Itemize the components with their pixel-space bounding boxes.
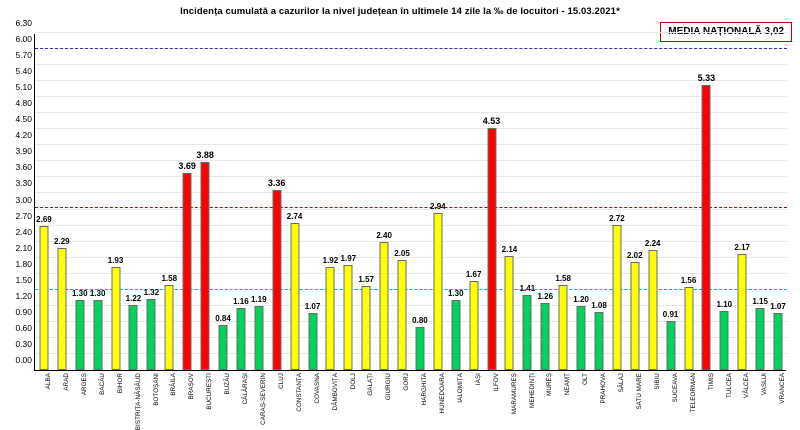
x-axis-label: BIHOR bbox=[116, 373, 124, 394]
x-axis-label: IAȘI bbox=[474, 373, 482, 386]
bar-value-label: 1.57 bbox=[358, 275, 375, 285]
x-axis-label: TELEORMAN bbox=[689, 373, 697, 413]
x-axis-label: CĂLĂRAȘI bbox=[242, 373, 250, 405]
y-axis-tick: 4.80 bbox=[15, 98, 32, 109]
y-axis-tick: 2.70 bbox=[15, 210, 32, 221]
bar-value-label: 5.33 bbox=[697, 72, 716, 83]
y-axis-tick: 3.00 bbox=[15, 194, 32, 205]
x-axis-label: BOTOȘANI bbox=[152, 373, 160, 406]
bar-value-label: 2.14 bbox=[501, 244, 518, 254]
bar-value-label: 1.07 bbox=[770, 301, 786, 311]
bar-value-label: 3.88 bbox=[196, 150, 214, 161]
bar-value-label: 2.40 bbox=[376, 230, 392, 240]
x-axis-label: BISTRIȚA-NĂSĂUD bbox=[134, 373, 142, 430]
bar-value-label: 1.10 bbox=[716, 300, 733, 310]
y-axis-tick: 1.50 bbox=[15, 274, 32, 285]
x-axis-label: TULCEA bbox=[725, 373, 733, 399]
y-axis-tick: 3.90 bbox=[15, 146, 32, 157]
bar-value-label: 3.69 bbox=[178, 160, 196, 171]
bar-value-label: 1.30 bbox=[89, 289, 106, 299]
x-axis-label: CONSTANȚA bbox=[295, 373, 303, 412]
bar-value-label: 1.16 bbox=[233, 296, 249, 306]
x-axis-label: HUNEDOARA bbox=[439, 373, 447, 414]
x-axis-label: VRANCEA bbox=[779, 373, 787, 404]
bar-value-label: 1.58 bbox=[161, 274, 178, 284]
x-axis-label: BUCUREȘTI bbox=[206, 373, 214, 410]
x-axis-label: CLUJ bbox=[277, 373, 285, 389]
x-axis-label: DÂMBOVIȚA bbox=[331, 373, 339, 411]
bar-value-label: 1.19 bbox=[250, 295, 267, 305]
bar-value-label: 2.17 bbox=[734, 242, 751, 252]
x-axis-label: ALBA bbox=[45, 373, 53, 390]
bar-value-label: 2.02 bbox=[626, 250, 643, 260]
x-axis-label: SATU MARE bbox=[636, 373, 643, 410]
x-axis-label: CARAȘ-SEVERIN bbox=[260, 373, 267, 425]
x-axis-label: DOLJ bbox=[349, 373, 357, 390]
y-axis-tick: 2.40 bbox=[15, 226, 32, 237]
bar-value-label: 1.93 bbox=[107, 255, 124, 265]
x-axis-label: BRĂILA bbox=[170, 373, 178, 396]
bar-value-label: 1.22 bbox=[125, 293, 142, 303]
bar-value-label: 2.72 bbox=[609, 213, 625, 223]
x-axis-label: MUREȘ bbox=[546, 373, 554, 396]
y-axis-tick: 2.10 bbox=[15, 242, 32, 253]
x-axis-label: NEAMȚ bbox=[564, 373, 572, 396]
bar-value-label: 2.69 bbox=[36, 215, 52, 225]
national-average-badge: MEDIA NAȚIONALĂ 3,02 bbox=[660, 22, 792, 42]
bar-value-label: 1.32 bbox=[143, 288, 160, 298]
x-axis-label: GALAȚI bbox=[367, 373, 375, 396]
bar-value-label: 1.58 bbox=[555, 274, 571, 284]
x-axis-label: PRAHOVA bbox=[600, 373, 608, 404]
y-axis-tick: 1.20 bbox=[15, 290, 32, 301]
y-axis-tick: 3.30 bbox=[15, 178, 32, 189]
bar-value-label: 2.74 bbox=[286, 212, 303, 222]
x-axis-labels bbox=[34, 0, 787, 430]
x-axis-label: TIMIȘ bbox=[707, 373, 715, 390]
y-axis-tick: 5.70 bbox=[15, 50, 32, 61]
x-axis-label: ILFOV bbox=[492, 373, 500, 392]
bar-value-label: 1.67 bbox=[465, 269, 482, 279]
y-axis-tick: 6.00 bbox=[15, 34, 32, 45]
x-axis-label: ARGEȘ bbox=[80, 373, 88, 396]
bar-value-label: 1.15 bbox=[752, 297, 768, 307]
x-axis-label: IALOMIȚA bbox=[456, 373, 464, 403]
x-axis-label: SIBIU bbox=[653, 373, 661, 390]
bar-value-label: 1.30 bbox=[447, 289, 464, 299]
x-axis-label: BRAȘOV bbox=[188, 373, 196, 400]
x-axis-label: ARAD bbox=[63, 373, 71, 391]
bar-value-label: 4.53 bbox=[482, 115, 501, 126]
y-axis-tick: 0.60 bbox=[15, 322, 32, 333]
y-axis-tick: 5.40 bbox=[15, 66, 32, 77]
x-axis-label: SĂLAJ bbox=[618, 373, 626, 393]
x-axis-label: MEHEDINȚI bbox=[528, 373, 536, 408]
y-axis-tick: 4.50 bbox=[15, 114, 32, 125]
y-axis-tick: 0.30 bbox=[15, 338, 32, 349]
y-axis-tick: 3.60 bbox=[15, 162, 32, 173]
x-axis-label: BUZĂU bbox=[224, 373, 232, 395]
x-axis-label: HARGHITA bbox=[421, 373, 429, 406]
bar-value-label: 1.30 bbox=[71, 289, 88, 299]
x-axis-label: OLT bbox=[582, 373, 590, 385]
x-axis-label: GIURGIU bbox=[385, 373, 393, 401]
y-axis-tick: 6.30 bbox=[15, 18, 32, 28]
bar-value-label: 1.41 bbox=[519, 283, 536, 293]
x-axis-label: BACĂU bbox=[98, 373, 106, 395]
chart-title: Incidența cumulată a cazurilor la nivel județean în ultimele 14 zile la ‰ de locuitori - 15.03.2021* bbox=[180, 6, 620, 17]
y-axis-tick: 0.90 bbox=[15, 306, 32, 317]
bar-value-label: 1.56 bbox=[680, 275, 697, 285]
bar-value-label: 3.36 bbox=[267, 178, 286, 189]
bar-value-label: 0.91 bbox=[662, 310, 679, 320]
y-axis-tick: 4.20 bbox=[15, 130, 32, 141]
bar-value-label: 1.26 bbox=[537, 291, 554, 301]
x-axis-label: GORJ bbox=[403, 373, 411, 391]
bar-value-label: 1.92 bbox=[322, 256, 339, 266]
y-axis-tick: 1.80 bbox=[15, 258, 32, 269]
bar-value-label: 1.08 bbox=[591, 301, 607, 311]
x-axis-label: SUCEAVA bbox=[671, 373, 679, 403]
y-axis-tick: 0.00 bbox=[15, 355, 32, 365]
bar-value-label: 1.07 bbox=[304, 301, 321, 311]
bar-value-label: 2.94 bbox=[430, 201, 446, 211]
bar-value-label: 0.80 bbox=[412, 316, 428, 326]
x-axis-label: COVASNA bbox=[313, 373, 321, 404]
bar-value-label: 1.20 bbox=[573, 294, 589, 304]
x-axis-label: VASLUI bbox=[761, 373, 769, 396]
bar-value-label: 2.24 bbox=[644, 239, 661, 249]
bar-value-label: 2.05 bbox=[394, 249, 410, 259]
bar-value-label: 2.29 bbox=[54, 236, 70, 246]
y-axis-tick: 5.10 bbox=[15, 82, 32, 93]
x-axis-label: VÂLCEA bbox=[743, 373, 751, 399]
bar-value-label: 0.84 bbox=[215, 314, 231, 324]
x-axis-label: MARAMUREȘ bbox=[510, 373, 518, 415]
bar-value-label: 1.97 bbox=[340, 253, 357, 263]
